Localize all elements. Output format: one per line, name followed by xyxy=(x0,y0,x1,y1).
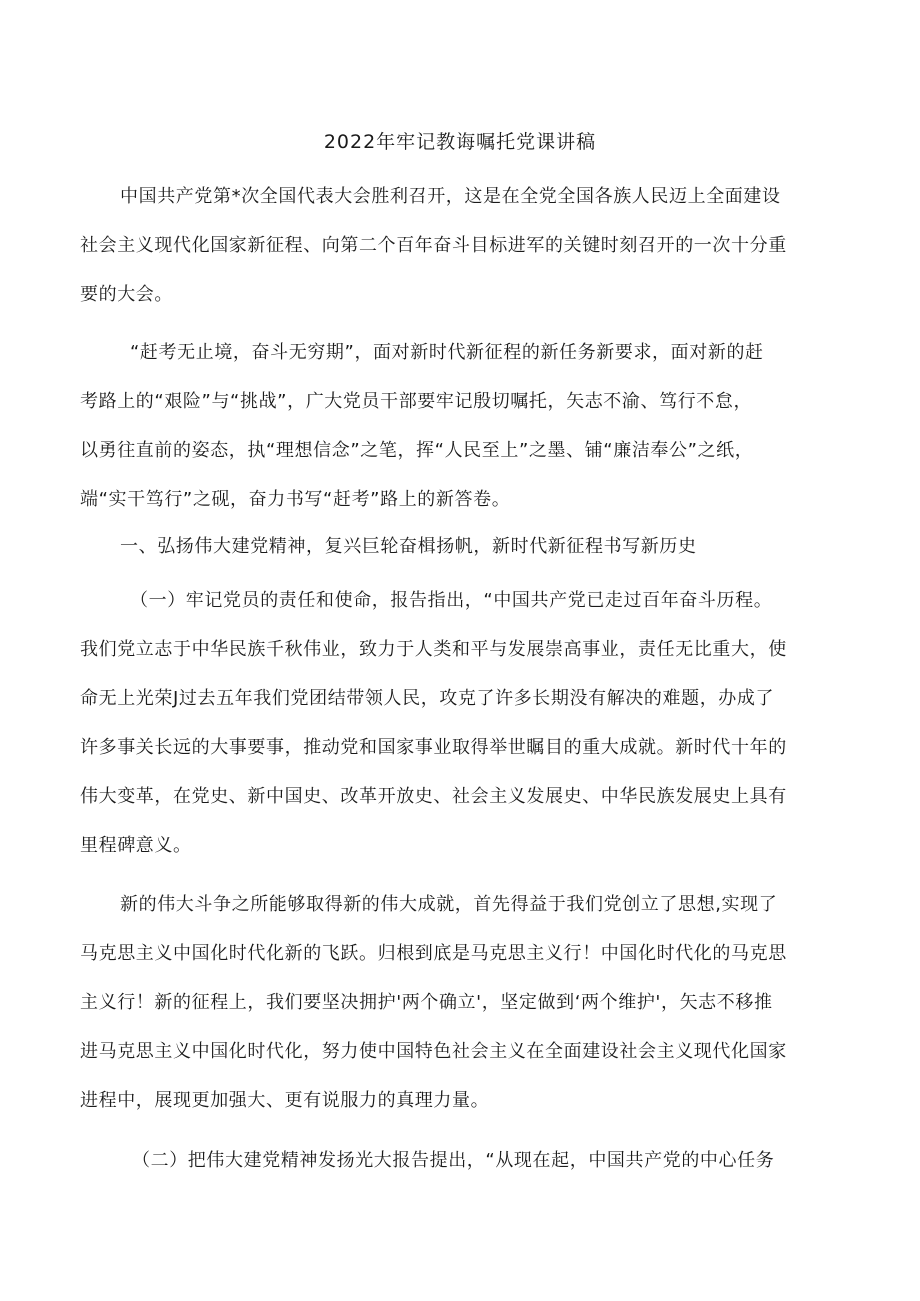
text-line: 端“实干笃行”之砚，奋力书写“赶考”路上的新答卷。 xyxy=(80,489,511,510)
text-line: 进程中，展现更加强大、更有说服力的真理力量。 xyxy=(80,1090,490,1111)
text-line: 里程碑意义。 xyxy=(80,835,192,856)
paragraph-gankao xyxy=(80,328,854,524)
document-title: 2022年牢记教诲嘱托党课讲稿 xyxy=(323,131,597,153)
text-line: 要的大会。 xyxy=(80,284,173,305)
text-line: 命无上光荣J过去五年我们党团结带领人民，攻克了许多长期没有解决的难题，办成了 xyxy=(80,688,775,709)
paragraph-intro xyxy=(80,172,854,319)
text-line: 我们党立志于中华民族千秋伟业，致力于人类和平与发展崇高事业，责任无比重大，使 xyxy=(80,639,787,660)
text-line: 新的伟大斗争之所能够取得新的伟大成就，首先得益于我们党创立了思想,实现了 xyxy=(120,894,778,915)
text-line: 进马克思主义中国化时代化，努力使中国特色社会主义在全面建设社会主义现代化国家 xyxy=(80,1041,787,1062)
text-line: （二）把伟大建党精神发扬光大报告提出，“从现在起，中国共产党的中心任务 xyxy=(132,1150,775,1171)
text-line: 许多事关长远的大事要事，推动党和国家事业取得举世瞩目的重大成就。新时代十年的 xyxy=(80,737,787,758)
text-line: （一）牢记党员的责任和使命，报告指出，“中国共产党已走过百年奋斗历程。 xyxy=(130,590,773,611)
paragraph-new-struggle xyxy=(80,880,854,1125)
section-heading-1 xyxy=(80,522,854,571)
text-line: 伟大变革，在党史、新中国史、改革开放史、社会主义发展史、中华民族发展史上具有 xyxy=(80,786,787,807)
text-line: 主义行！新的征程上，我们要坚决拥护'两个确立'，坚定做到‘两个维护'，矢志不移推 xyxy=(80,992,773,1013)
heading-line: 一、弘扬伟大建党精神，复兴巨轮奋楫扬帆，新时代新征程书写新历史 xyxy=(120,536,697,557)
text-line: 以勇往直前的姿态，执“理想信念”之笔，挥“人民至上”之墨、铺“廉洁奉公”之纸， xyxy=(80,440,754,461)
paragraph-subsection-2 xyxy=(80,1136,854,1185)
text-line: 社会主义现代化国家新征程、向第二个百年奋斗目标进军的关键时刻召开的一次十分重 xyxy=(80,235,787,256)
text-line: 考路上的“艰险”与“挑战”，广大党员干部要牢记殷切嘱托，矢志不渝、笃行不怠， xyxy=(80,391,753,412)
text-line: 中国共产党第*次全国代表大会胜利召开，这是在全党全国各族人民迈上全面建设 xyxy=(120,186,781,207)
text-line: 马克思主义中国化时代化新的飞跃。归根到底是马克思主义行！中国化时代化的马克思 xyxy=(80,943,787,964)
paragraph-subsection-1 xyxy=(80,576,854,870)
text-line: “赶考无止境，奋斗无穷期”，面对新时代新征程的新任务新要求，面对新的赶 xyxy=(130,342,764,363)
